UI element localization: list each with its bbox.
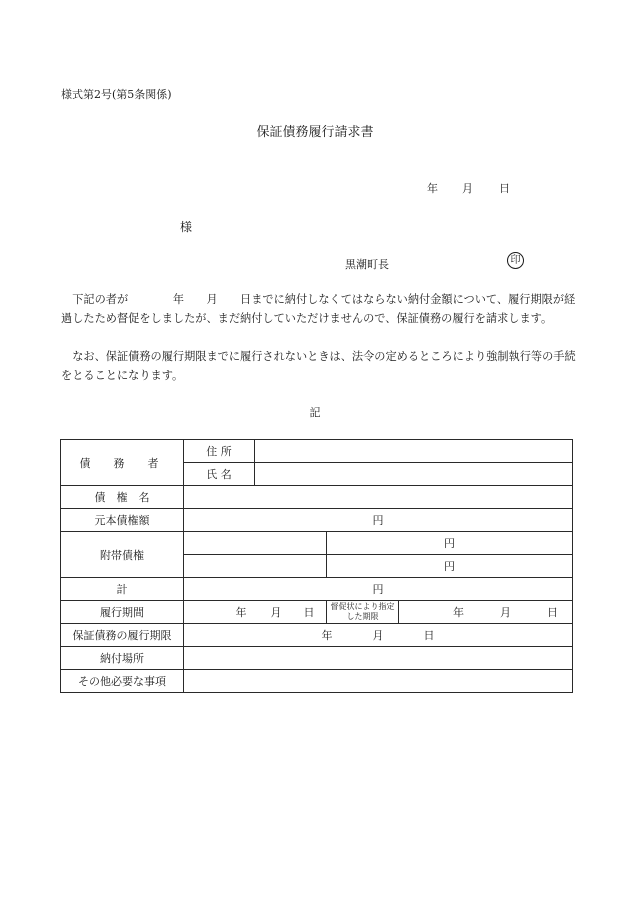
date-month: 月 <box>462 182 473 195</box>
total-amount-field[interactable] <box>184 578 573 601</box>
other-matters-label: その他必要な事項 <box>61 670 184 693</box>
performance-period-date[interactable]: 年 月 日 <box>184 601 327 624</box>
addressee: 様 <box>180 220 193 234</box>
address-field[interactable] <box>255 440 573 463</box>
name-label: 氏 名 <box>184 463 255 486</box>
guarantee-deadline-label: 保証債務の履行期限 <box>61 624 184 647</box>
claim-name-label: 債 権 名 <box>61 486 184 509</box>
yen-unit: 円 <box>372 583 384 596</box>
form-number: 様式第2号(第5条関係) <box>61 88 172 101</box>
principal-amount-field[interactable] <box>184 509 573 532</box>
name-field[interactable] <box>255 463 573 486</box>
date-day: 日 <box>499 182 510 195</box>
details-table <box>60 439 573 693</box>
incidental-item-1[interactable] <box>184 532 327 555</box>
ki-heading: 記 <box>309 406 321 419</box>
guarantee-deadline-date[interactable]: 年 月 日 <box>184 624 573 647</box>
address-label: 住 所 <box>184 440 255 463</box>
incidental-label: 附帯債権 <box>61 532 184 578</box>
claim-name-field[interactable] <box>184 486 573 509</box>
incidental-amount-1[interactable] <box>327 532 573 555</box>
request-paragraph: 下記の者が 年 月 日までに納付しなくてはならない納付金額について、履行期限が経過したため督促をしましたが、まだ納付していただけませんので、保証債務の履行を請求します。 <box>61 293 576 325</box>
principal-label: 元本債権額 <box>61 509 184 532</box>
debtor-label: 債 務 者 <box>61 440 184 486</box>
document-title: 保証債務履行請求書 <box>256 125 374 140</box>
issuer-name: 黒潮町長 <box>345 258 389 271</box>
yen-unit: 円 <box>372 514 384 527</box>
incidental-item-2[interactable] <box>184 555 327 578</box>
notice-paragraph: なお、保証債務の履行期限までに履行されないときは、法令の定めるところにより強制執行等の手続をとることになります。 <box>61 350 576 382</box>
date-year: 年 <box>427 182 438 195</box>
designated-period-date[interactable]: 年 月 日 <box>399 601 573 624</box>
payment-place-label: 納付場所 <box>61 647 184 670</box>
incidental-amount-2[interactable] <box>327 555 573 578</box>
total-label: 計 <box>61 578 184 601</box>
seal-mark: 印 <box>507 252 524 269</box>
yen-unit: 円 <box>444 560 455 573</box>
other-matters-field[interactable] <box>184 670 573 693</box>
designated-period-label: 督促状により指定した期限 <box>327 601 399 624</box>
payment-place-field[interactable] <box>184 647 573 670</box>
yen-unit: 円 <box>444 537 455 550</box>
issue-date <box>427 180 510 196</box>
performance-period-label: 履行期間 <box>61 601 184 624</box>
